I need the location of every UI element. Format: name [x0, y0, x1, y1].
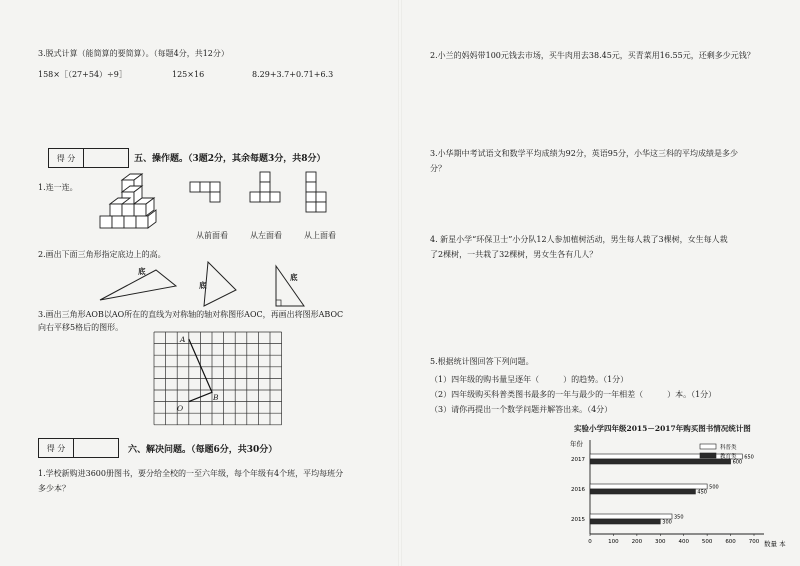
score-blank[interactable] — [84, 149, 128, 167]
x-tick-label: 300 — [655, 539, 666, 545]
y-axis-label: 年份 — [570, 440, 583, 448]
data-label: 500 — [709, 484, 719, 491]
x-tick-label: 700 — [748, 539, 760, 545]
legend-label: 科普类 — [720, 445, 737, 451]
data-label: 300 — [662, 519, 672, 526]
x-tick-label: 500 — [701, 539, 713, 545]
bar — [590, 514, 672, 519]
legend-label: 教育类 — [720, 454, 737, 460]
x-tick-label: 600 — [725, 539, 736, 545]
q3-calc-title: 3.脱式计算（能简算的要简算）。（每题4分，共12分） — [38, 49, 229, 58]
problem-2: 2.小兰的妈妈带100元钱去市场，买牛肉用去38.45元，买青菜用16.55元，还剩多少元钱？ — [430, 51, 755, 60]
x-axis-label: 数量 本 — [764, 540, 786, 548]
x-tick-label: 400 — [678, 539, 689, 545]
cube-stack-figure — [100, 174, 164, 234]
section-5-title: 五、操作题。（3题2分，其余每题3分，共8分） — [134, 154, 326, 164]
q2-height-text: 2.画出下面三角形指定底边上的高。 — [38, 250, 166, 259]
score-label: 得 分 — [39, 439, 74, 457]
problem-3-line-2: 分？ — [430, 164, 446, 173]
score-box-sec5 — [48, 148, 129, 168]
x-tick-label: 100 — [608, 539, 619, 545]
point-a-label: A — [180, 335, 186, 344]
q1-connect: 1.连一连。 — [38, 183, 78, 192]
bar — [590, 459, 731, 464]
category-label: 2017 — [571, 457, 585, 463]
data-label: 450 — [697, 489, 707, 496]
problem-5-sub-3: （3）请你再提出一个数学问题并解答出来。（4分） — [430, 405, 613, 414]
bar — [590, 489, 695, 494]
view-label-front: 从前面看 — [196, 231, 228, 240]
problem-1-line-1: 1.学校新购进3600册图书，要分给全校的一至六年级，每个年级有4个班，平均每班分 — [38, 469, 344, 478]
right-page — [400, 0, 800, 566]
view-shape-left — [250, 172, 290, 212]
point-o-label: O — [177, 404, 184, 413]
category-label: 2015 — [571, 517, 585, 523]
legend-swatch — [700, 453, 716, 458]
data-label: 650 — [744, 454, 754, 461]
q3-symmetry-text-1: 3.画出三角形AOB以AO所在的直线为对称轴的轴对称图形AOC，再画出将图形ABOC — [38, 310, 344, 319]
point-b-label: B — [213, 393, 219, 402]
view-shape-front — [190, 182, 230, 212]
data-label: 600 — [732, 459, 743, 466]
base-label-2: 底 — [199, 281, 207, 290]
calc-expr-2: 125×16 — [172, 70, 205, 79]
section-6-title: 六、解决问题。（每题6分，共30分） — [128, 445, 278, 455]
problem-4-line-1: 4. 新星小学“环保卫士”小分队12人参加植树活动，男生每人栽了3棵树，女生每人栽 — [430, 235, 728, 244]
view-label-top: 从上面看 — [304, 231, 336, 240]
problem-1-line-2: 多少本？ — [38, 484, 70, 493]
problem-5-sub-2: （2）四年级购买科普类图书最多的一年与最少的一年相差（ ）本。（1分） — [430, 390, 717, 399]
book-purchase-chart — [550, 436, 790, 548]
score-label: 得 分 — [49, 149, 84, 167]
bar — [590, 484, 707, 489]
data-label: 350 — [674, 514, 684, 521]
square-grid — [152, 330, 372, 430]
score-box-sec6 — [38, 438, 119, 458]
base-label-1: 底 — [138, 267, 146, 276]
problem-5-title: 5.根据统计图回答下列问题。 — [430, 357, 534, 366]
view-label-left: 从左面看 — [250, 231, 282, 240]
calc-expr-1: 158×［（27+54）÷9］ — [38, 70, 127, 79]
problem-4-line-2: 了2棵树，一共栽了32棵树，男女生各有几人？ — [430, 250, 598, 259]
x-tick-label: 200 — [631, 539, 643, 545]
calc-expr-3: 8.29+3.7+0.71+6.3 — [252, 70, 334, 79]
base-label-3: 底 — [290, 273, 298, 282]
view-shape-top — [306, 172, 346, 214]
problem-5-sub-1: （1）四年级的购书量呈逐年（ ）的趋势。（1分） — [430, 375, 629, 384]
chart-title: 实验小学四年级2015－2017年购买图书情况统计图 — [574, 424, 751, 433]
score-blank[interactable] — [74, 439, 118, 457]
x-tick-label: 0 — [588, 539, 592, 545]
legend-swatch — [700, 444, 716, 449]
problem-3-line-1: 3.小华期中考试语文和数学平均成绩为92分，英语95分，小华这三科的平均成绩是多少 — [430, 149, 738, 158]
bar — [590, 519, 660, 524]
triangle-3 — [270, 264, 310, 310]
q3-symmetry-text-2: 向右平移5格后的图形。 — [38, 323, 124, 332]
category-label: 2016 — [571, 487, 585, 493]
